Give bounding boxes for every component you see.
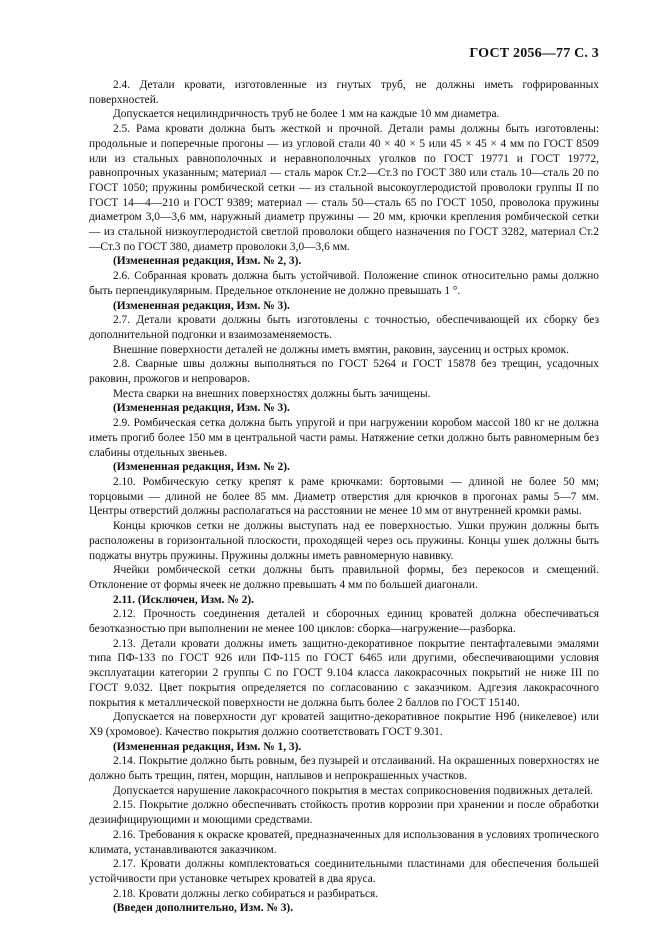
paragraph: 2.13. Детали кровати должны иметь защитно-декоративное покрытие пентафталевыми эмалями типа ПФ-133 по ГОСТ 926 или ПФ-115 по ГОСТ 6465 или другими, обеспечивающими условия эксплуатации категории 2 группы С по ГОСТ 9.104 класса лакокрасочных покрытий не ниже III по ГОСТ 9.032. Цвет покрытия определяется по согласованию с заказчиком. Адгезия лакокрасочного покрытия к металлической поверхности не должна быть более 2 баллов по ГОСТ 15140.: [89, 637, 599, 709]
page-header: ГОСТ 2056—77 С. 3: [469, 46, 599, 61]
paragraph: 2.15. Покрытие должно обеспечивать стойкость против коррозии при хранении и после обработки дезинфицирующими и моющими средствами.: [89, 799, 599, 827]
amendment-note: (Введен дополнительно, Изм. № 3).: [112, 902, 294, 915]
paragraph: Места сварки на внешних поверхностях должны быть зачищены.: [112, 387, 431, 400]
paragraph: Концы крючков сетки не должны выступать над ее поверхностью. Ушки пружин должны быть расположены в горизонтальной плоскости, проходящей через ось пружины. Концы ушек должны быть поджаты внутрь пружины. Пружины должны иметь равномерную навивку.: [89, 520, 599, 562]
paragraph: Ячейки ромбической сетки должны быть правильной формы, без перекосов и смещений. Отклонение от формы ячеек не должно превышать 4 мм по большей диагонали.: [89, 564, 599, 591]
amendment-note: (Измененная редакция, Изм. № 1, 3).: [112, 740, 302, 753]
amendment-note: (Измененная редакция, Изм. № 3).: [112, 299, 290, 312]
amendment-note: (Измененная редакция, Изм. № 3).: [112, 402, 290, 415]
paragraph: 2.5. Рама кровати должна быть жесткой и прочной. Детали рамы должны быть изготовлены: продольные и поперечные прогоны — из угловой стали 40 × 40 × 5 или 45 × 45 × 4 мм по ГОСТ 8509 или из стальных равнополочных и неравнополочных уголков по ГОСТ 19771 и ГОСТ 19772, равнопрочных указанным; материал — сталь марок Ст.2—Ст.3 по ГОСТ 380 или сталь 10—сталь 20 по ГОСТ 1050; пружины ромбической сетки — из стальной высокоуглеродистой проволоки группы II по ГОСТ 14—4—210 и ГОСТ 9389; материал — сталь 50—сталь 65 по ГОСТ 1050, проволока пружины диаметром 3,0—3,6 мм, наружный диаметр пружины — 20 мм, крючки крепления ромбической сетки — из стальной низкоуглеродистой светлой проволоки общего назначения по ГОСТ 3282, материал Ст.2—Ст.3 по ГОСТ 380, диаметр проволоки 3,0—3,6 мм.: [89, 123, 599, 253]
paragraph: Допускается нарушение лакокрасочного покрытия в местах соприкосновения подвижных деталей.: [112, 784, 594, 797]
paragraph: Допускается на поверхности дуг кроватей защитно-декоративное покрытие Н9б (никелевое) или Х9 (хромовое). Качество покрытия должно соответствовать ГОСТ 9.301.: [89, 711, 599, 738]
paragraph: 2.12. Прочность соединения деталей и сборочных единиц кроватей должна обеспечиваться безотказностью при выполнении не менее 100 циклов: сборка—нагружение—разборка.: [89, 608, 599, 636]
paragraph: 2.14. Покрытие должно быть ровным, без пузырей и отслаиваний. На окрашенных поверхностях не должно быть трещин, пятен, морщин, наплывов и непрокрашенных участков.: [89, 755, 599, 783]
document-body: [89, 78, 599, 916]
paragraph: Допускается нецилиндричность труб не более 1 мм на каждые 10 мм диаметра.: [112, 108, 500, 121]
paragraph: 2.6. Собранная кровать должна быть устойчивой. Положение спинок относительно рамы должно быть перпендикулярным. Предельное отклонение не должно превышать 1 °.: [89, 270, 599, 297]
paragraph: 2.16. Требования к окраске кроватей, предназначенных для использования в условиях тропического климата, устанавливаются заказчиком.: [89, 828, 599, 856]
amendment-note: (Измененная редакция, Изм. № 2).: [112, 461, 290, 474]
paragraph: Внешние поверхности деталей не должны иметь вмятин, раковин, заусениц и острых кромок.: [112, 343, 570, 356]
paragraph: 2.7. Детали кровати должны быть изготовлены с точностью, обеспечивающей их сборку без дополнительной подгонки и взаимозаменяемость.: [89, 314, 599, 341]
paragraph: 2.9. Ромбическая сетка должна быть упругой и при нагружении коробом массой 180 кг не должна иметь прогиб более 150 мм в центральной части рамы. Натяжение сетки должно быть равномерным без слабины отдельных звеньев.: [89, 417, 599, 459]
paragraph: 2.18. Кровати должны легко собираться и разбираться.: [112, 887, 379, 900]
paragraph: 2.10. Ромбическую сетку крепят к раме крючками: бортовыми — длиной не более 50 мм; торцовыми — длиной не более 85 мм. Диаметр отверстия для крючков в прогонах рамы 5—7 мм. Центры отверстий должны располагаться на расстоянии не менее 10 мм от внутренней кромки рамы.: [89, 475, 599, 518]
paragraph: 2.17. Кровати должны комплектоваться соединительными пластинами для обеспечения большей устойчивости при установке четырех кроватей в два яруса.: [89, 858, 599, 885]
paragraph: 2.8. Сварные швы должны выполняться по ГОСТ 5264 и ГОСТ 15878 без трещин, усадочных раковин, прожогов и непроваров.: [89, 358, 599, 386]
amendment-note: 2.11. (Исключен, Изм. № 2).: [112, 593, 254, 606]
amendment-note: (Измененная редакция, Изм. № 2, 3).: [112, 255, 302, 268]
paragraph: 2.4. Детали кровати, изготовленные из гнутых труб, не должны иметь гофрированных поверхностей.: [89, 79, 599, 106]
